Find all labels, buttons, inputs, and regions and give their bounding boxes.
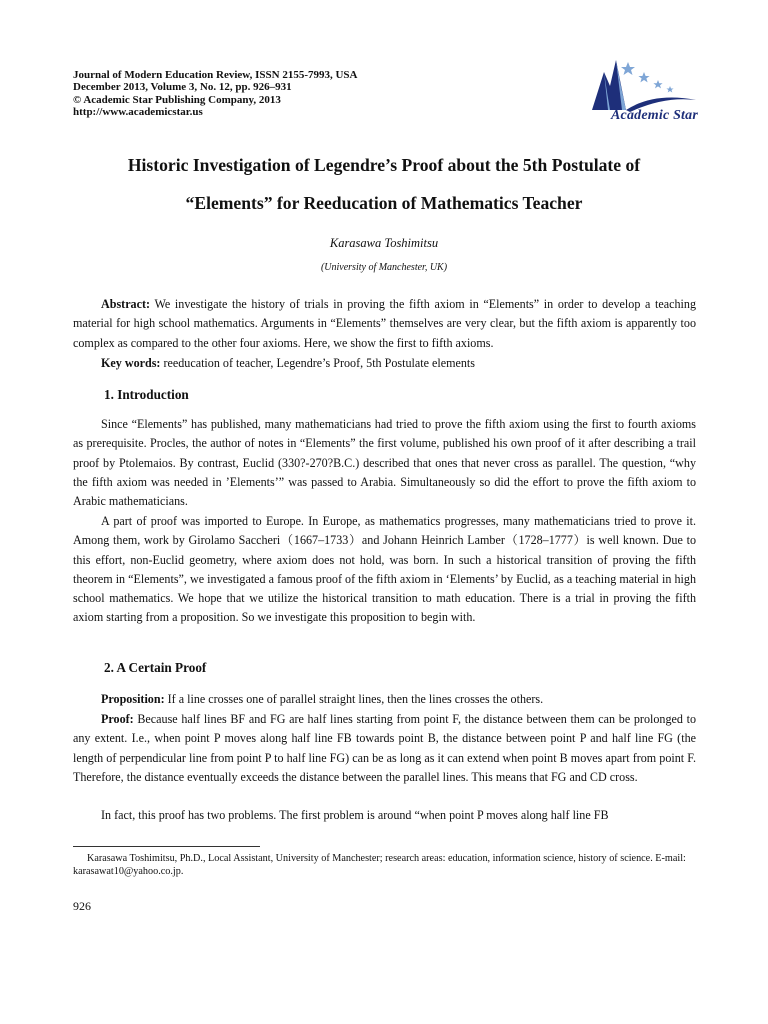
keywords-text: reeducation of teacher, Legendre’s Proof, 5th Postulate elements — [160, 356, 475, 370]
website-link[interactable]: http://www.academicstar.us — [73, 106, 203, 119]
journal-line: Journal of Modern Education Review, ISSN 2155-7993, USA — [73, 69, 358, 81]
author-affiliation: (University of Manchester, UK) — [320, 262, 448, 273]
footnote: Karasawa Toshimitsu, Ph.D., Local Assistant, University of Manchester; research areas: education, information science, history of science. E-mail: karasawat10@yahoo.co.jp. — [73, 853, 686, 877]
footnote-divider — [73, 846, 260, 847]
abstract-text: We investigate the history of trials in proving the fifth axiom in “Elements” in order to develop a teaching material for high school mathematics. Arguments in “Elements” themselves are very clear, but the fifth axiom is apparently too complex as compared to the other four axioms. Here, we show the first to fifth axioms. — [73, 297, 696, 350]
paper-title-line-2: “Elements” for Reeducation of Mathematics Teacher — [185, 193, 583, 213]
proposition — [73, 690, 696, 709]
proposition-label: Proposition: — [101, 692, 165, 706]
proof-label: Proof: — [101, 712, 134, 726]
logo-wordmark: Academic Star — [611, 108, 698, 123]
section-heading-proof: 2. A Certain Proof — [104, 660, 207, 675]
page-number: 926 — [73, 899, 91, 913]
section-heading-introduction: 1. Introduction — [104, 387, 189, 402]
abstract-label: Abstract: — [101, 297, 151, 311]
issue-line: December 2013, Volume 3, No. 12, pp. 926–931 — [73, 81, 292, 94]
abstract — [73, 295, 696, 353]
keywords — [73, 354, 696, 373]
keywords-label: Key words: — [101, 356, 161, 370]
copyright-line: © Academic Star Publishing Company, 2013 — [73, 93, 281, 106]
star-mountain-icon — [574, 52, 698, 112]
continuation-paragraph: In fact, this proof has two problems. The first problem is around “when point P moves along half line FB — [101, 808, 609, 822]
intro-paragraph-2: A part of proof was imported to Europe. In Europe, as mathematics progresses, many mathematicians tried to prove it. Among them, work by Girolamo Saccheri（1667–1733）and Johann Heinrich Lamber（1728–1777）is well known. Due to this effort, non-Euclid geometry, where axiom does not hold, was born. In such a historical transition of proving the fifth theorem in “Elements”, we investigated a famous proof of the fifth axiom in ‘Elements’ by Euclid, as a teaching material in high school mathematics. We hope that we utilize the historical transition to math education. There is a trial in proving the fifth axiom starting from a proposition. So we investigate this proposition to begin with. — [73, 514, 696, 625]
proposition-text: If a line crosses one of parallel straight lines, then the lines crosses the others. — [164, 692, 544, 706]
proof — [73, 710, 696, 787]
author-name: Karasawa Toshimitsu — [329, 236, 439, 250]
intro-paragraph-1: Since “Elements” has published, many mathematicians had tried to prove the fifth axiom using the first to fourth axioms as prerequisite. Procles, the author of notes in “Elements” the first volume, published his own proof of it after describing a trail proof by Ptolemaios. By contrast, Euclid (330?-270?B.C.) described that ones that never cross as parallel. The question, “why the fifth axiom was needed in ’Elements’” was passed to Arabia. Simultaneously so did the effort to prove the fifth axiom to Arabic mathematicians. — [73, 417, 696, 509]
journal-header — [73, 69, 513, 119]
academic-star-logo — [574, 52, 698, 126]
proof-text: Because half lines BF and FG are half lines starting from point F, the distance between them can be prolonged to any extent. I.e., when point P moves along half line FB towards point B, the distance between point P and half line FG (the length of perpendicular line from point P to half line FG) can be as long as it can extend when point B moves apart from point F. Therefore, the distance eventually exceeds the distance between the parallel lines. This means that FG and CD cross. — [73, 712, 696, 784]
paper-title-line-1: Historic Investigation of Legendre’s Proof about the 5th Postulate of — [127, 155, 641, 175]
